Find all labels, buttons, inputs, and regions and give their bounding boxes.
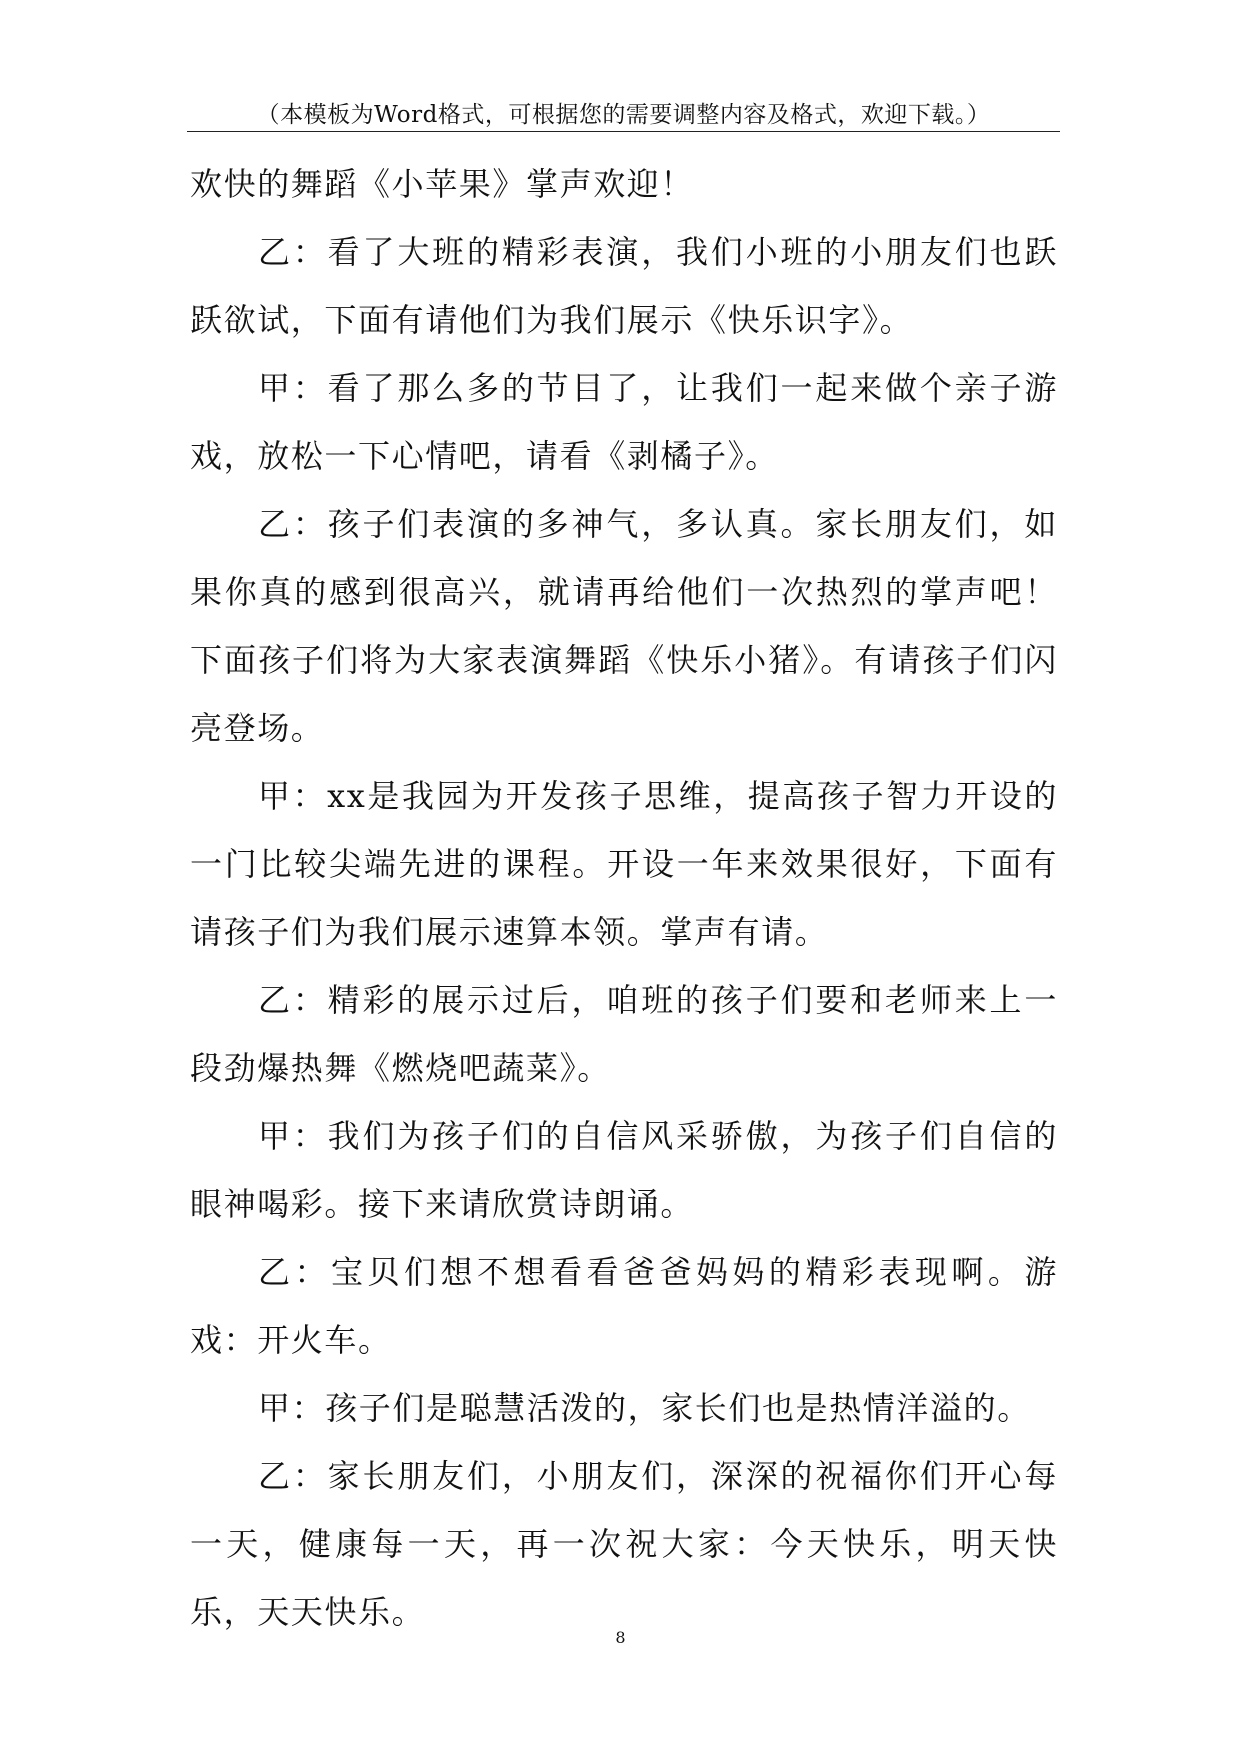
document-body bbox=[190, 150, 1058, 1646]
paragraph: 乙：看了大班的精彩表演，我们小班的小朋友们也跃跃欲试，下面有请他们为我们展示《快乐识字》。 bbox=[190, 233, 1058, 339]
paragraph: 甲：孩子们是聪慧活泼的，家长们也是热情洋溢的。 bbox=[258, 1389, 1031, 1427]
paragraph: 乙：孩子们表演的多神气，多认真。家长朋友们，如果你真的感到很高兴，就请再给他们一次热烈的掌声吧！下面孩子们将为大家表演舞蹈《快乐小猪》。有请孩子们闪亮登场。 bbox=[190, 505, 1058, 747]
paragraph: 乙：家长朋友们，小朋友们，深深的祝福你们开心每一天，健康每一天，再一次祝大家：今天快乐，明天快乐，天天快乐。 bbox=[190, 1457, 1058, 1631]
paragraph-continued: 欢快的舞蹈《小苹果》掌声欢迎！ bbox=[190, 165, 695, 203]
paragraph: 乙：宝贝们想不想看看爸爸妈妈的精彩表现啊。游戏：开火车。 bbox=[190, 1253, 1058, 1359]
page-number: 8 bbox=[615, 1628, 626, 1647]
paragraph: 甲：我们为孩子们的自信风采骄傲，为孩子们自信的眼神喝彩。接下来请欣赏诗朗诵。 bbox=[190, 1117, 1058, 1223]
paragraph: 甲：看了那么多的节目了，让我们一起来做个亲子游戏，放松一下心情吧，请看《剥橘子》。 bbox=[190, 369, 1058, 475]
header-divider bbox=[187, 131, 1060, 132]
page-header: （本模板为Word格式，可根据您的需要调整内容及格式，欢迎下载。） bbox=[256, 102, 991, 128]
paragraph: 乙：精彩的展示过后，咱班的孩子们要和老师来上一段劲爆热舞《燃烧吧蔬菜》。 bbox=[190, 981, 1058, 1087]
paragraph: 甲：xx是我园为开发孩子思维，提高孩子智力开设的一门比较尖端先进的课程。开设一年来效果很好，下面有请孩子们为我们展示速算本领。掌声有请。 bbox=[190, 777, 1058, 951]
